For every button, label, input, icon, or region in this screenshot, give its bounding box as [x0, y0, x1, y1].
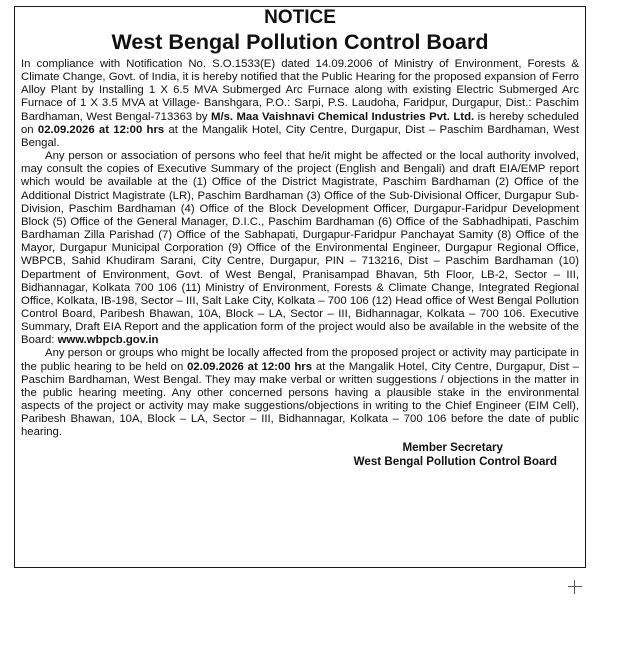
signature-block	[21, 441, 557, 470]
public-hearing-notice	[14, 6, 586, 568]
signatory-title: Member Secretary	[402, 440, 503, 454]
documents-text: Any person or association of persons who feel that he/it might be affected or the local authority involved, may consult the copies of Executive Summary of the project (English and Bengali) and draft EIA/EMP report which would be available at the (1) Office of the District Magistrate, Paschim Bardhaman (2) Office of the Additional District Magistrate (LR), Paschim Bardhaman (3) Office of the Sub-Divisional Officer, Durgapur Sub-Division, Paschim Bardhaman (4) Office of the Block Development Officer, Durgapur-Faridpur Development Block (5) Office of the General Manager, D.I.C., Paschim Bardhaman (6) Office of the Sabhadhipati, Paschim Bardhaman Zilla Parishad (7) Office of the Sabhapati, Durgapur-Faridpur Panchayat Samity (8) Office of the Mayor, Durgapur Municipal Corporation (9) Office of the Environmental Engineer, Durgapur Regional Office, WBPCB, Sahid Khudiram Sarani, City Centre, Durgapur, PIN – 713216, Dist – Paschim Bardhaman (10) Department of Environment, Govt. of West Bengal, Pranisampad Bhavan, 5th Floor, LB-2, Sector – III, Bidhannagar, Kolkata 700 106 (11) Ministry of Environment, Forests & Climate Change, Integrated Regional Office, Kolkata, IB-198, Sector – III, Salt Lake City, Kolkata – 700 106 (12) Head office of West Bengal Pollution Control Board, Paribesh Bhawan, 10A, Block – LA, Sector – III, Bidhannagar, Kolkata – 700 106. Executive Summary, Draft EIA Report and the application form of the project would also be available in the website of the Board:	[21, 150, 579, 347]
participation-text-part2: at the Mangalik Hotel, City Centre, Durgapur, Dist – Paschim Bardhaman, West Bengal. They may make verbal or written suggestions / objections in the matter in the public hearing meeting. Any other concerned persons having a plausible stake in the environmental aspects of the project or activity may make suggestions/objections in writing to the Chief Engineer (EIM Cell), Paribesh Bhawan, 10A, Block – LA, Sector – III, Bidhannagar, Kolkata – 700 106 before the date of public hearing.	[21, 360, 579, 439]
company-name: M/s. Maa Vaishnavi Chemical Industries Pvt. Ltd.	[211, 110, 475, 123]
signatory-organization: West Bengal Pollution Control Board	[353, 455, 557, 469]
hearing-datetime: 02.09.2026 at 12:00 hrs	[37, 123, 165, 136]
intro-text-part2: is hereby scheduled on	[21, 110, 579, 136]
intro-text-part3: at the Mangalik Hotel, City Centre, Durgapur, Dist – Paschim Bardhaman, West Bengal.	[21, 123, 579, 149]
crop-mark-icon	[568, 580, 582, 594]
notice-paragraph-documents	[21, 150, 579, 347]
notice-paragraph-participation	[21, 347, 579, 439]
board-title: West Bengal Pollution Control Board	[111, 30, 489, 54]
participation-text-part1: Any person or groups who might be locally affected from the proposed project or activity may participate in the public hearing to be held on	[21, 347, 579, 373]
board-website: www.wbpcb.gov.in	[57, 334, 159, 347]
hearing-datetime-repeat: 02.09.2026 at 12:00 hrs	[187, 360, 313, 373]
notice-heading: NOTICE	[264, 7, 336, 28]
notice-paragraph-intro	[21, 58, 579, 150]
intro-text-part1: In compliance with Notification No. S.O.1533(E) dated 14.09.2006 of Ministry of Environment, Forests & Climate Change, Govt. of India, it is hereby notified that the Public Hearing for the proposed expansion of Ferro Alloy Plant by Installing 1 X 6.5 MVA Submerged Arc Furnace along with existing Electric Submerged Arc Furnace of 1 X 3.5 MVA at Village- Banshgara, P.O.: Sarpi, P.S. Laudoha, Faridpur, Durgapur, Dist.: Paschim Bardhaman, West Bengal-713363 by	[21, 58, 579, 123]
